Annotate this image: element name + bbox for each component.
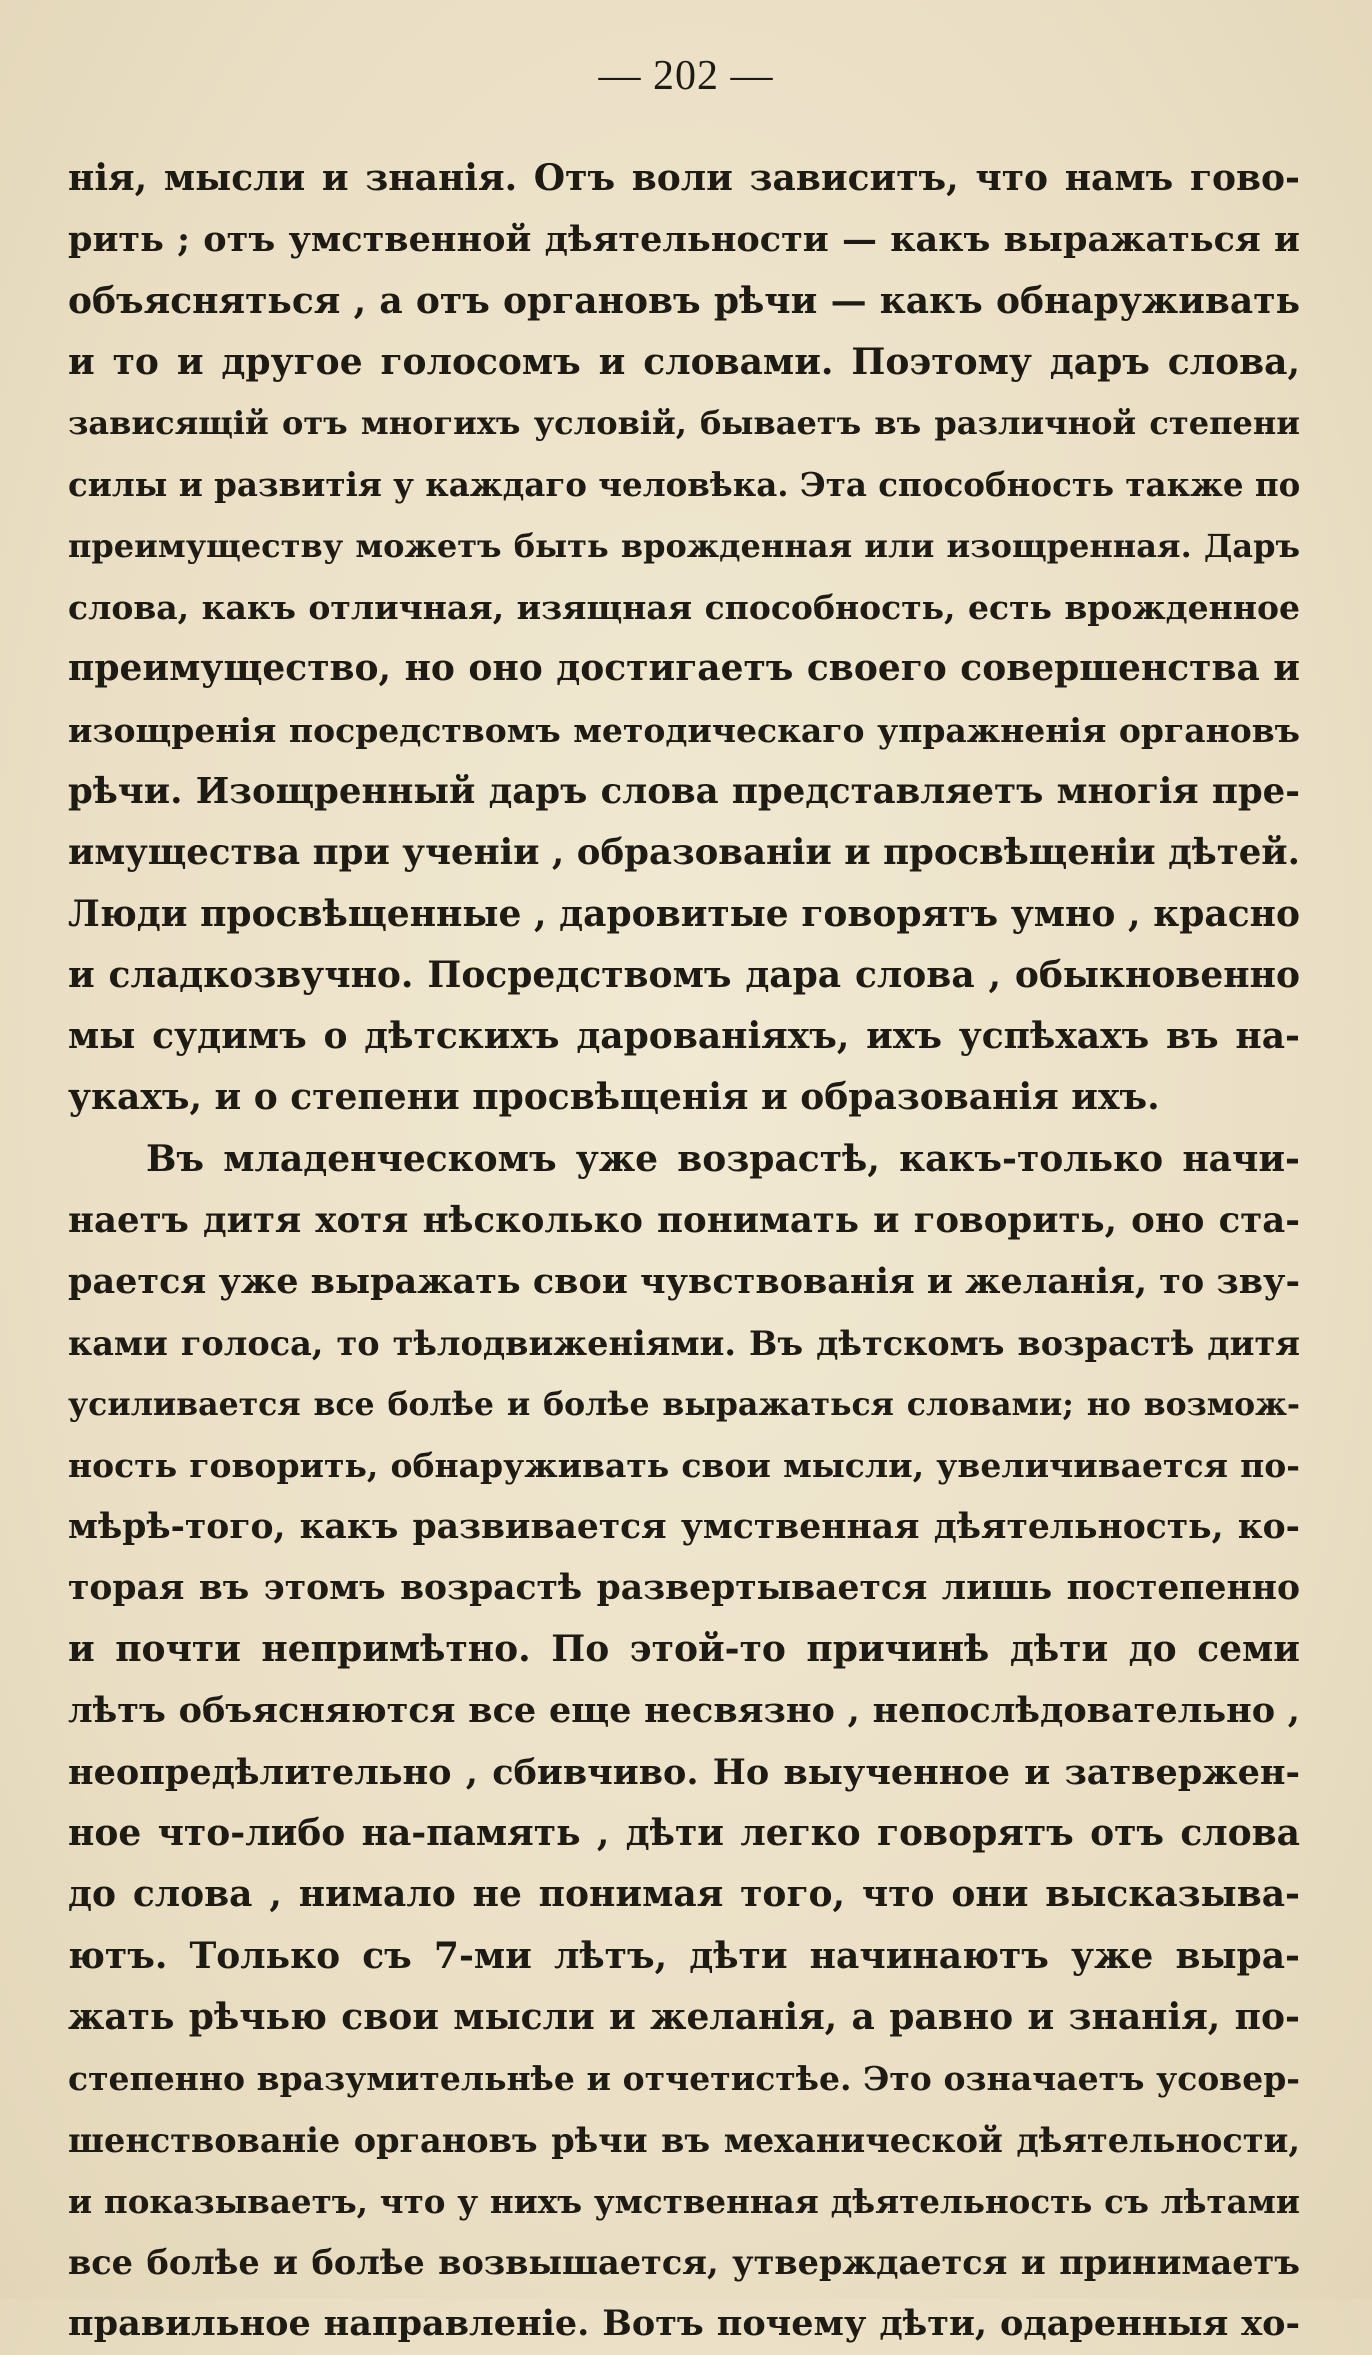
text-line: усиливается все болѣе и болѣе выражаться словами; но возмож- <box>68 1385 1300 1423</box>
text-line: и сладкозвучно. Посредствомъ дара слова , обыкновенно <box>68 953 1300 996</box>
text-line: степенно вразумительнѣе и отчетистѣе. Это означаетъ усовер- <box>68 2059 1300 2099</box>
text-line: и почти непримѣтно. По этой-то причинѣ дѣти до семи <box>68 1628 1300 1671</box>
text-line: зависящій отъ многихъ условій, бываетъ въ различной степени <box>68 404 1300 443</box>
text-line: и то и другое голосомъ и словами. Поэтому даръ слова, <box>68 340 1300 383</box>
text-line: преимущество, но оно достигаетъ своего совершенства и <box>68 647 1300 690</box>
text-line: рить ; отъ умственной дѣятельности — какъ выражаться и <box>68 219 1300 261</box>
text-line: лѣтъ объясняются все еще несвязно , непослѣдовательно , <box>68 1690 1300 1732</box>
text-line: наетъ дитя хотя нѣсколько понимать и говорить, оно ста- <box>68 1200 1300 1242</box>
text-line: до слова , нимало не понимая того, что они высказыва- <box>68 1873 1300 1916</box>
text-line: неопредѣлительно , сбивчиво. Но выученное и затвержен- <box>68 1751 1300 1793</box>
text-line: торая въ этомъ возрастѣ развертывается лишь постепенно <box>68 1567 1300 1608</box>
text-line: объясняться , а отъ органовъ рѣчи — какъ обнаруживать <box>68 279 1300 322</box>
text-line: шенствованіе органовъ рѣчи въ механической дѣятельности, <box>68 2120 1300 2160</box>
text-line: ность говорить, обнаруживать свои мысли, увеличивается по- <box>68 1446 1300 1486</box>
text-line: ками голоса, то тѣлодвиженіями. Въ дѣтскомъ возрастѣ дитя <box>68 1323 1300 1363</box>
text-line: силы и развитія у каждаго человѣка. Эта способность также по <box>68 465 1300 505</box>
text-line: преимуществу можетъ быть врожденная или изощренная. Даръ <box>68 526 1300 565</box>
text-line: рается уже выражать свои чувствованія и желанія, то зву- <box>68 1261 1300 1303</box>
text-line: все болѣе и болѣе возвышается, утверждается и принимаетъ <box>68 2243 1300 2283</box>
text-line: мѣрѣ-того, какъ развивается умственная дѣятельность, ко- <box>68 1506 1300 1547</box>
text-line: слова, какъ отличная, изящная способность, есть врожденное <box>68 588 1300 628</box>
text-line: нія, мысли и знанія. Отъ воли зависитъ, что намъ гово- <box>68 157 1300 199</box>
text-line: Въ младенческомъ уже возрастѣ, какъ-только начи- <box>146 1137 1300 1180</box>
text-line: изощренія посредствомъ методическаго упражненія органовъ <box>68 710 1300 750</box>
text-line: ютъ. Только съ 7-ми лѣтъ, дѣти начинаютъ уже выра- <box>68 1934 1300 1977</box>
text-line: рѣчи. Изощренный даръ слова представляетъ многія пре- <box>68 770 1300 812</box>
text-line: мы судимъ о дѣтскихъ дарованіяхъ, ихъ успѣхахъ въ на- <box>68 1015 1300 1058</box>
page-number: — 202 — <box>598 53 774 99</box>
text-line: жать рѣчью свои мысли и желанія, а равно и знанія, по- <box>68 1995 1300 2038</box>
text-line: укахъ, и о степени просвѣщенія и образованія ихъ. <box>68 1076 1160 1119</box>
text-line: Люди просвѣщенные , даровитые говорятъ умно , красно <box>68 892 1300 935</box>
text-line: и показываетъ, что у нихъ умственная дѣятельность съ лѣтами <box>68 2181 1300 2221</box>
text-line: имущества при ученіи , образованіи и просвѣщеніи дѣтей. <box>68 832 1300 874</box>
text-line: правильное направленіе. Вотъ почему дѣти, одаренныя хо- <box>68 2303 1300 2345</box>
text-line: ное что-либо на-память , дѣти легко говорятъ отъ слова <box>68 1812 1300 1855</box>
body-text <box>68 148 1300 2355</box>
